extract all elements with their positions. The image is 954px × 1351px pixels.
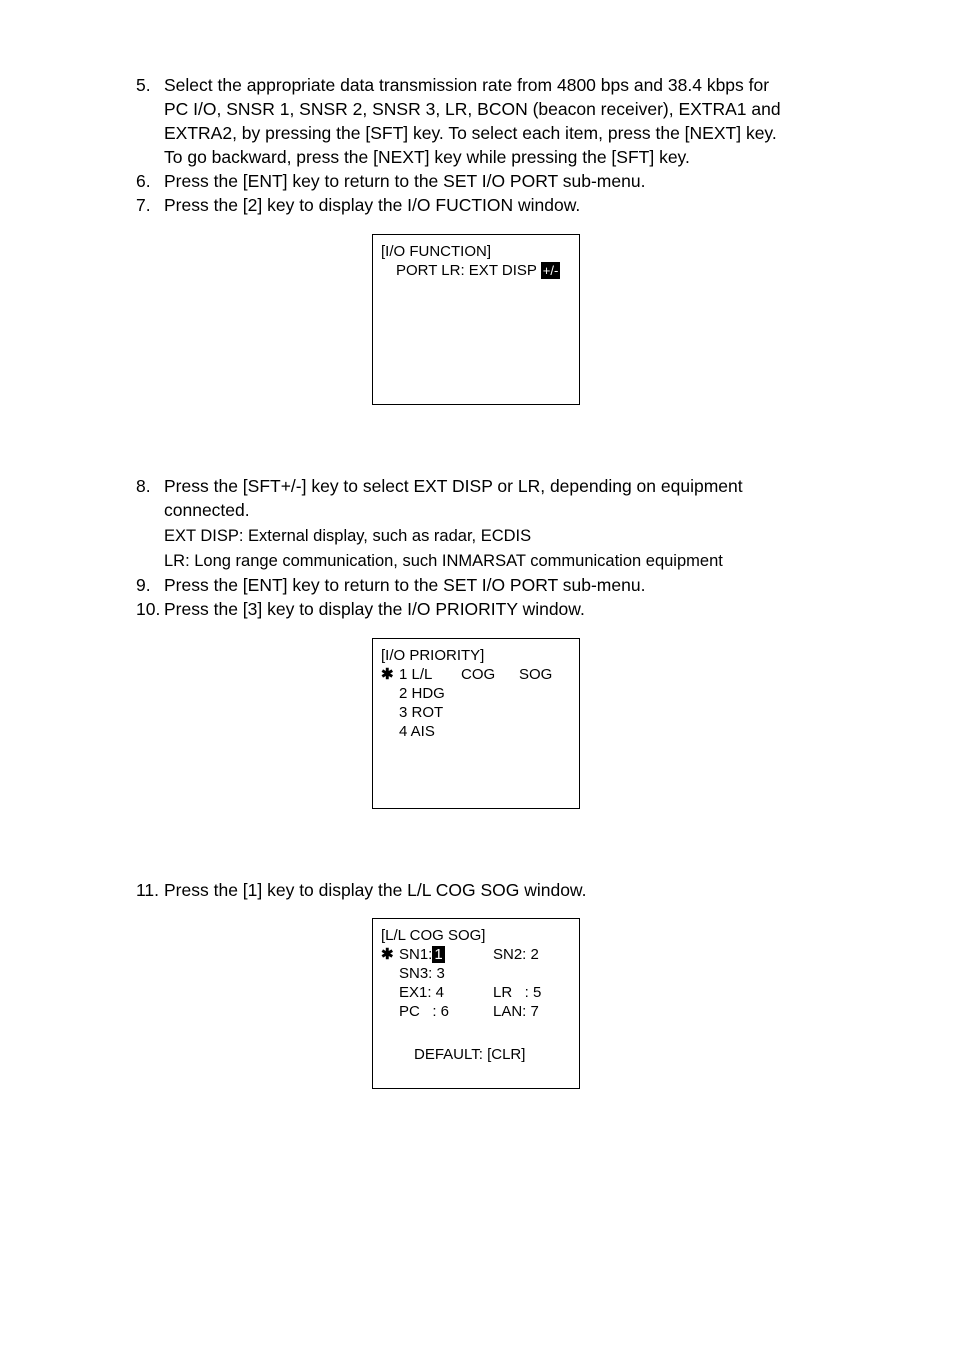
priority-item-hdg: 2 HDG xyxy=(399,685,445,702)
sn1-field xyxy=(399,945,445,964)
sn3-field: SN3: 3 xyxy=(399,965,445,982)
port-lr-setting: PORT LR: EXT DISP xyxy=(396,262,537,279)
step-8 xyxy=(136,474,836,522)
lr-field: LR : 5 xyxy=(493,984,542,1001)
step-text-line: To go backward, press the [NEXT] key while pressing the [SFT] key. xyxy=(164,147,690,167)
step-11 xyxy=(136,878,836,902)
step-number: 5. xyxy=(136,75,151,95)
io-function-window xyxy=(372,234,580,405)
step-text-line: EXTRA2, by pressing the [SFT] key. To select each item, press the [NEXT] key. xyxy=(164,123,777,143)
io-priority-window xyxy=(372,638,580,809)
priority-item-ll: 1 L/L xyxy=(399,666,433,683)
note-lr: LR: Long range communication, such INMARSAT communication equipment xyxy=(164,552,723,570)
priority-item-sog: SOG xyxy=(519,666,553,683)
port-lr-line xyxy=(396,261,560,280)
step-text: Press the [ENT] key to return to the SET I/O PORT sub-menu. xyxy=(164,171,646,191)
step-text-line: PC I/O, SNSR 1, SNSR 2, SNSR 3, LR, BCON (beacon receiver), EXTRA1 and xyxy=(164,99,781,119)
sn2-field: SN2: 2 xyxy=(493,946,539,963)
cursor-icon: ✱ xyxy=(381,946,394,963)
step-10 xyxy=(136,597,836,621)
step-9 xyxy=(136,573,836,597)
lan-field: LAN: 7 xyxy=(493,1003,539,1020)
window-title: [L/L COG SOG] xyxy=(381,927,486,944)
window-title: [I/O PRIORITY] xyxy=(381,647,485,664)
step-text-line: connected. xyxy=(164,500,250,520)
note-ext-disp: EXT DISP: External display, such as radar, ECDIS xyxy=(164,527,532,545)
priority-item-ais: 4 AIS xyxy=(399,723,435,740)
step-text: Press the [ENT] key to return to the SET I/O PORT sub-menu. xyxy=(164,575,646,595)
priority-item-cog: COG xyxy=(461,666,496,683)
window-title: [I/O FUNCTION] xyxy=(381,243,491,260)
ll-cog-sog-window xyxy=(372,918,580,1089)
ex1-field: EX1: 4 xyxy=(399,984,445,1001)
step-5 xyxy=(136,73,836,169)
step-number: 8. xyxy=(136,476,151,496)
step-number: 7. xyxy=(136,195,151,215)
step-6 xyxy=(136,169,836,193)
step-text: Press the [3] key to display the I/O PRIORITY window. xyxy=(164,599,585,619)
priority-item-rot: 3 ROT xyxy=(399,704,444,721)
sn1-value: 1 xyxy=(434,946,443,963)
step-number: 10. xyxy=(136,599,161,619)
step-number: 9. xyxy=(136,575,151,595)
pc-field: PC : 6 xyxy=(399,1003,450,1020)
step-number: 6. xyxy=(136,171,151,191)
step-text-line: Press the [SFT+/-] key to select EXT DISP or LR, depending on equipment xyxy=(164,476,743,496)
step-text: Press the [1] key to display the L/L COG SOG window. xyxy=(164,880,587,900)
default-clr-hint: DEFAULT: [CLR] xyxy=(414,1046,526,1063)
plus-minus-key-icon: +/- xyxy=(542,263,559,278)
step-text: Press the [2] key to display the I/O FUCTION window. xyxy=(164,195,581,215)
step-number: 11. xyxy=(136,880,160,900)
step-7 xyxy=(136,193,836,217)
step-text-line: Select the appropriate data transmission rate from 4800 bps and 38.4 kbps for xyxy=(164,75,770,95)
sn1-label: SN1: xyxy=(399,946,433,963)
cursor-icon: ✱ xyxy=(381,666,394,683)
